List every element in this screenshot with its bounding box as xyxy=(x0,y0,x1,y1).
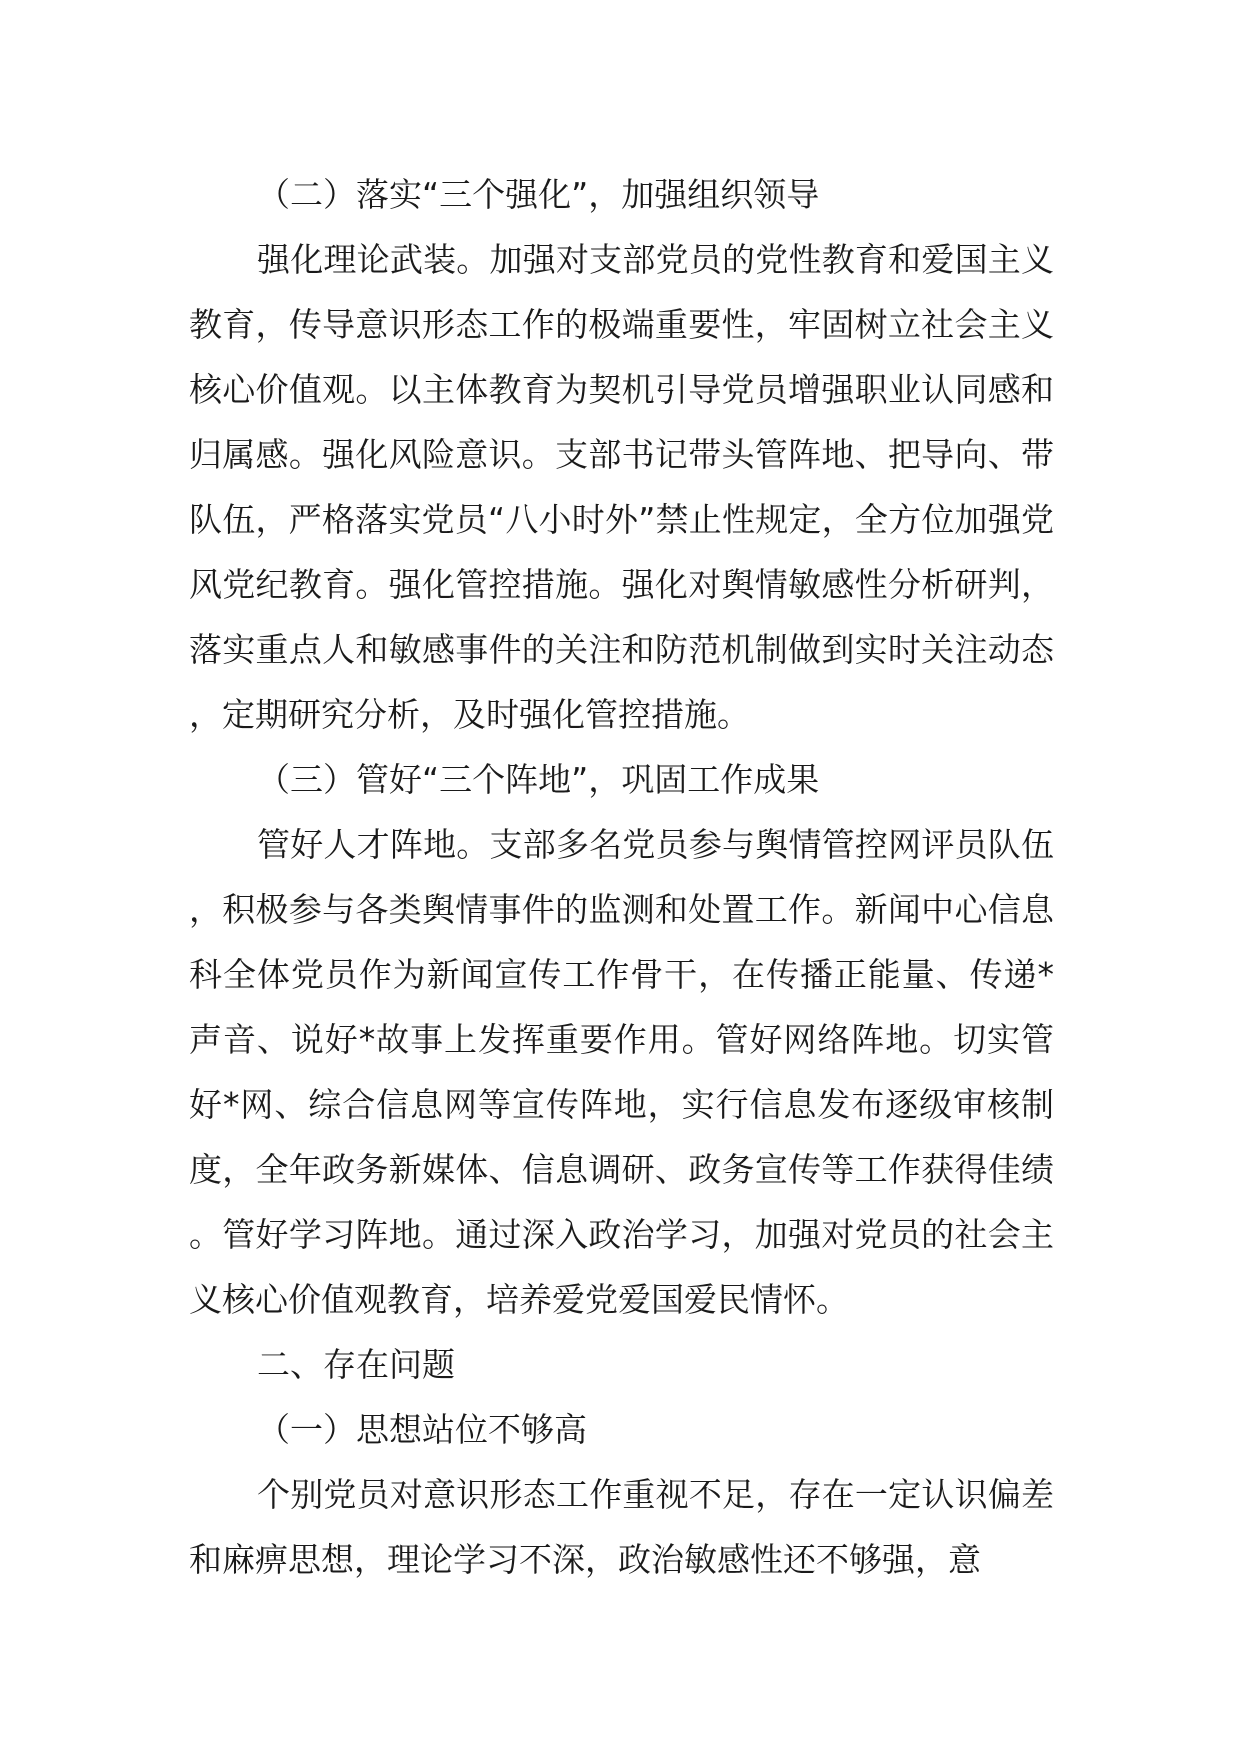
section-heading-2-3: （三）管好“三个阵地”，巩固工作成果 xyxy=(257,760,820,799)
body-paragraph-problem-1: 个别党员对意识形态工作重视不足，存在一定认识偏差和麻痹思想，理论学习不深，政治敏感性还不够强，意 xyxy=(189,1475,1054,1579)
section-heading-problem-1: （一）思想站位不够高 xyxy=(257,1410,587,1449)
body-paragraph-strengthen: 强化理论武装。加强对支部党员的党性教育和爱国主义教育，传导意识形态工作的极端重要性，牢固树立社会主义核心价值观。以主体教育为契机引导党员增强职业认同感和归属感。强化风险意识。支部书记带头管阵地、把导向、带队伍，严格落实党员“八小时外”禁止性规定，全方位加强党风党纪教育。强化管控措施。强化对舆情敏感性分析研判，落实重点人和敏感事件的关注和防范机制做到实时关注动态，定期研究分析，及时强化管控措施。 xyxy=(189,240,1054,734)
section-heading-2-2: （二）落实“三个强化”，加强组织领导 xyxy=(257,175,820,214)
section-heading-problems: 二、存在问题 xyxy=(257,1345,455,1384)
document-body xyxy=(189,162,1054,1592)
body-paragraph-positions: 管好人才阵地。支部多名党员参与舆情管控网评员队伍，积极参与各类舆情事件的监测和处置工作。新闻中心信息科全体党员作为新闻宣传工作骨干，在传播正能量、传递*声音、说好*故事上发挥重要作用。管好网络阵地。切实管好*网、综合信息网等宣传阵地，实行信息发布逐级审核制度，全年政务新媒体、信息调研、政务宣传等工作获得佳绩。管好学习阵地。通过深入政治学习，加强对党员的社会主义核心价值观教育，培养爱党爱国爱民情怀。 xyxy=(189,825,1054,1319)
